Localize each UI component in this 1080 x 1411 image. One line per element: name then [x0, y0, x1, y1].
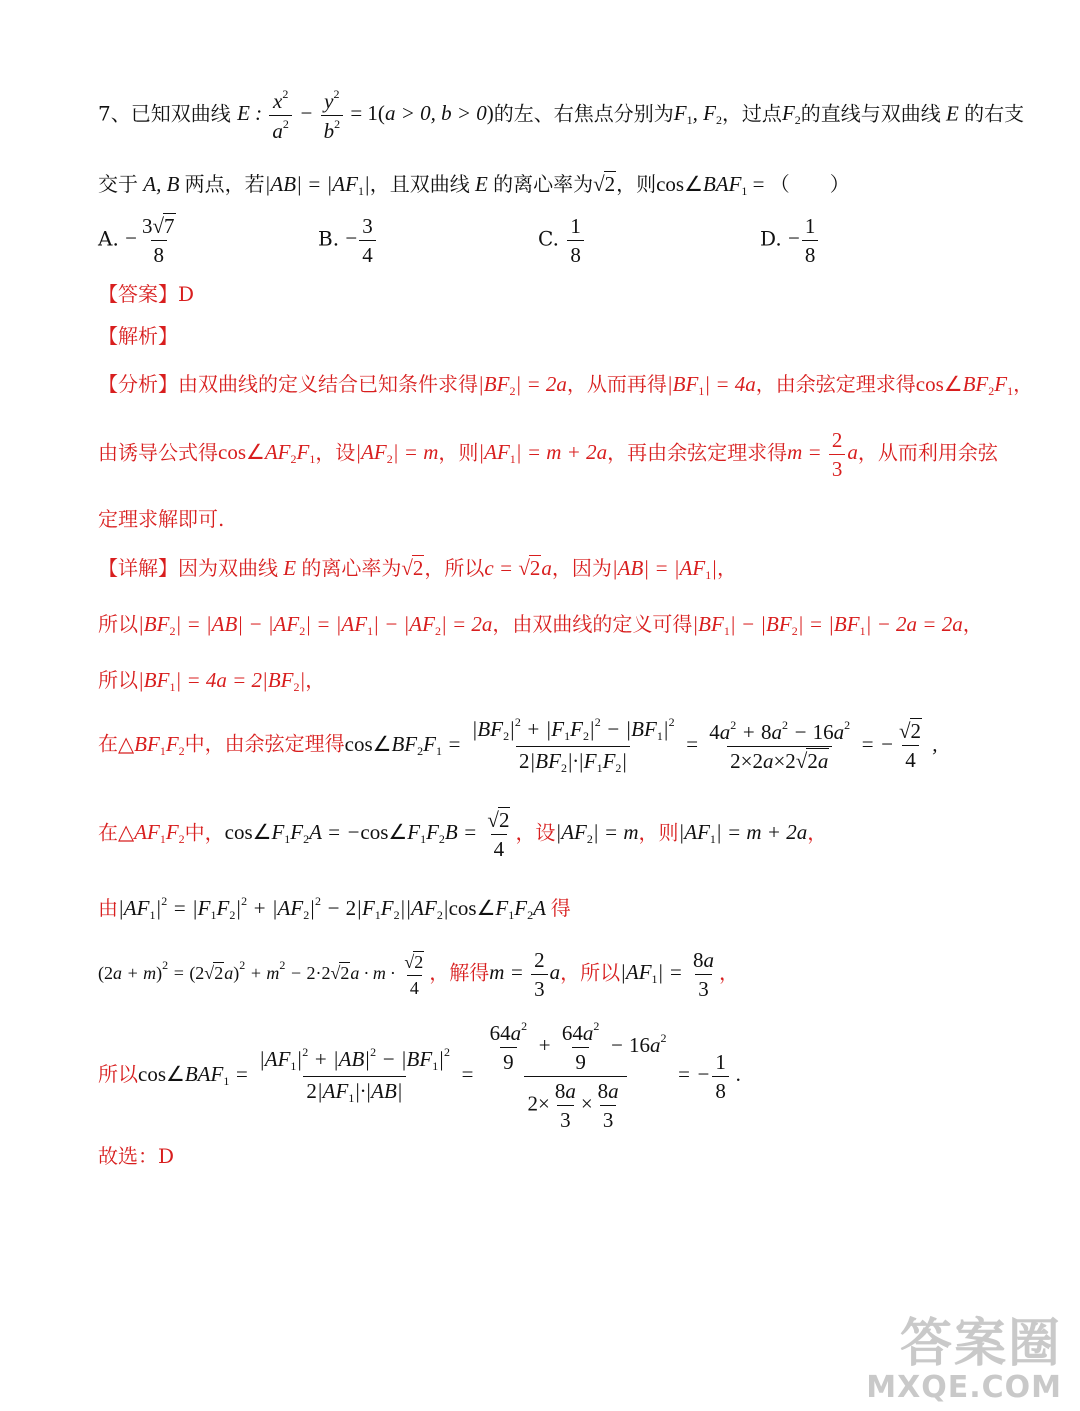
- text: 因为双曲线: [178, 556, 278, 580]
- formula: $\cos\angle BF_2F_1$ = $\frac{|BF_2|^2 + |F_1F_2|^2 - |BF_1|^2}{2|BF_2|\cdot|F_1F_2|}$ = $\frac{4a^2 + 8a^2 - 16a^2}{2\times 2a\times 2√2a}$ = − $\frac{√2}{4}$ ,: [344, 715, 938, 775]
- question-text: 的直线与双曲线: [800, 101, 941, 126]
- text: 得: [550, 896, 571, 920]
- formula: $\cos\angle AF_2F_1$: [218, 440, 316, 467]
- option-c[interactable]: [538, 214, 586, 267]
- text: 在: [98, 731, 118, 756]
- formula: $F_2$: [781, 101, 801, 128]
- text: ，因为: [551, 556, 612, 580]
- text: ，由双曲线的定义可得: [492, 612, 693, 636]
- fenxi-line-3: 定理求解即可.: [98, 507, 225, 531]
- formula: $F_1$, $F_2$: [673, 101, 722, 128]
- detail-line-6: [98, 892, 571, 923]
- formula: $\frac{1}{8}$: [565, 226, 586, 250]
- formula: $|AF_1|$ = $\frac{8a}{3}$: [620, 948, 714, 1002]
- formula: E : $\frac{x^2}{a^2}$ − $\frac{y^2}{b^2}$ = 1(a > 0, b > 0): [237, 87, 494, 144]
- formula: $|AF_1|^2 = |F_1F_2|^2 + |AF_2|^2$ − $2|F_1F_2||AF_2|\cos\angle F_1F_2A$: [118, 894, 551, 922]
- formula: √2: [401, 556, 424, 580]
- text: ，解得: [429, 960, 490, 985]
- option-label: B.: [318, 226, 340, 251]
- question-text: 两点，若: [184, 172, 265, 196]
- question-number: 7、: [98, 101, 131, 126]
- option-label: A.: [98, 226, 119, 251]
- text: 在: [98, 820, 118, 845]
- text: ，: [807, 820, 828, 845]
- formula: $|BF_1| = 4a = 2|BF_2|$: [138, 668, 306, 694]
- text: ，从而利用余弦: [857, 440, 998, 465]
- text: 中，: [184, 820, 225, 845]
- text: 由双曲线的定义结合已知条件求得: [178, 372, 478, 396]
- formula: $|AF_1| = m + 2a$: [678, 820, 808, 847]
- formula: $|BF_2| = |AB| - |AF_2| = |AF_1| - |AF_2| = 2a$: [138, 612, 493, 638]
- formula: $\cos\angle BF_2F_1$: [915, 372, 1014, 398]
- detail-line-3: [98, 664, 325, 695]
- formula: $|BF_2| = 2a$: [478, 372, 567, 398]
- fenxi-label: 【分析】: [98, 372, 178, 396]
- formula: − $\frac{1}{8}$: [788, 226, 820, 250]
- formula: $\cos\angle F_1F_2A$ = $-\cos\angle F_1F_2B$ = $\frac{√2}{4}$: [224, 808, 510, 862]
- formula: √2: [593, 172, 616, 196]
- question-text: ，则: [616, 172, 657, 196]
- text: ，: [962, 612, 983, 636]
- formula: A, B: [138, 172, 185, 196]
- text: ，设: [515, 820, 556, 845]
- formula: $|AF_2| = m$: [555, 820, 639, 847]
- detail-line-5: [98, 808, 827, 861]
- detail-line-4: [98, 716, 938, 776]
- question-text: （ ）: [769, 172, 850, 196]
- formula: $\triangle AF_1F_2$: [118, 820, 185, 847]
- formula: E: [278, 556, 302, 580]
- option-label: D.: [760, 226, 782, 251]
- text: ，: [719, 960, 739, 985]
- formula: − $\frac{3√7}{8}$: [125, 214, 175, 268]
- detail-label: 【详解】: [98, 556, 178, 580]
- question-text: 的离心率为: [493, 172, 594, 196]
- formula: $|AB| = |AF_1|$: [611, 556, 717, 582]
- question-text: 交于: [98, 172, 138, 196]
- question-text: ，过点: [721, 101, 782, 126]
- text: 由: [98, 896, 118, 920]
- text: 的离心率为: [301, 556, 402, 580]
- text: ，设: [315, 440, 356, 465]
- answer-label: 【答案】: [98, 282, 178, 306]
- formula: m = $\frac{2}{3}$ a: [787, 428, 858, 482]
- question-line-1: [98, 88, 1024, 143]
- choose-line: 故选：D: [98, 1144, 175, 1168]
- formula: $|BF_1| = 4a$: [666, 372, 756, 398]
- formula: E: [469, 172, 494, 196]
- text: ，所以: [560, 960, 621, 985]
- text: 中，由余弦定理得: [184, 731, 345, 756]
- question-text: ，且双曲线: [369, 172, 470, 196]
- detail-line-2: [98, 608, 983, 639]
- question-line-2: [98, 168, 850, 199]
- detail-line-1: [98, 552, 737, 583]
- text: ，由余弦定理求得: [755, 372, 916, 396]
- analysis-title: 【解析】: [98, 324, 178, 348]
- text: ，再由余弦定理求得: [607, 440, 788, 465]
- question-text: 的左、右焦点分别为: [493, 101, 674, 126]
- formula: $|BF_1| - |BF_2| = |BF_1| - 2a = 2a$: [692, 612, 963, 638]
- text: ，: [305, 668, 326, 692]
- watermark-logo: 答案圈 MXQE.COM: [866, 1314, 1062, 1405]
- question-text: 的右支: [964, 101, 1025, 126]
- text: 所以: [98, 668, 138, 692]
- formula: m = $\frac{2}{3}$ a: [489, 948, 561, 1002]
- text: 由诱导公式得: [98, 440, 218, 465]
- formula: $|AB| = |AF_1|$: [264, 172, 370, 198]
- formula: $|AF_2| = m$: [355, 440, 439, 467]
- option-label: C.: [538, 226, 559, 251]
- formula: $(2a + m)^2 = (2√2a)^2 + m^2 - 2\cdot 2√2a \cdot m$ · $\frac{√2}{4}$: [98, 952, 424, 998]
- formula: $\cos\angle BAF_1$ =: [656, 172, 765, 198]
- formula: E: [940, 101, 965, 126]
- formula: − $\frac{3}{4}$: [345, 226, 377, 250]
- text: ，则: [438, 440, 479, 465]
- answer-line: [98, 278, 194, 307]
- fenxi-line-2: [98, 428, 998, 481]
- text: ，所以: [424, 556, 485, 580]
- fenxi-line-1: [98, 368, 1033, 399]
- text: ，: [716, 556, 737, 580]
- answer-value: D: [178, 282, 195, 306]
- formula: $|AF_1| = m + 2a$: [478, 440, 608, 467]
- option-a[interactable]: [98, 214, 181, 267]
- text: 所以: [98, 1062, 138, 1087]
- formula: $\triangle BF_1F_2$: [118, 731, 185, 758]
- formula: $\cos\angle BAF_1$ = $\frac{|AF_1|^2 + |AB|^2 - |BF_1|^2}{2|AF_1|\cdot|AB|}$ = $\frac{64a^2}{9}$ + $\frac{64a^2}{9}$ − $16a^2$ 2× $\frac{8a}{3}$ × $\frac{8a}{3}$ = − $\frac{1}{8}$ .: [138, 1019, 742, 1133]
- detail-line-7: [98, 948, 739, 1001]
- detail-line-8: [98, 1020, 741, 1133]
- text: 所以: [98, 612, 138, 636]
- question-text: 已知双曲线: [130, 101, 231, 126]
- text: ，从而再得: [566, 372, 667, 396]
- option-b[interactable]: [318, 214, 378, 267]
- option-d[interactable]: [760, 214, 820, 267]
- formula: c = √2a: [484, 556, 552, 580]
- text: ，则: [638, 820, 679, 845]
- text: ，: [1013, 372, 1034, 396]
